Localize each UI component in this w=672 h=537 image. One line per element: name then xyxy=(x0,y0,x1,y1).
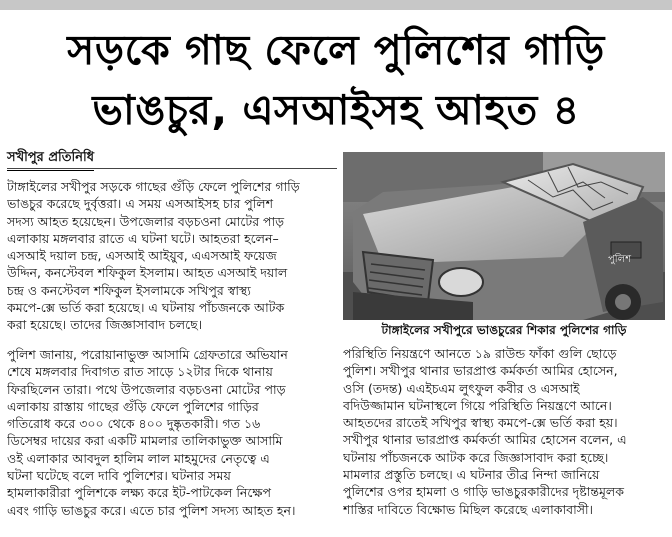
article-paragraph-2 xyxy=(7,346,335,519)
body-line: হামলাকারীরা পুলিশকে লক্ষ্য করে ইট-পাটকেল নিক্ষেপ xyxy=(7,485,272,501)
body-line: ফিরছিলেন তারা। পথে উপজেলার বড়চওনা মোটের পাড় xyxy=(7,381,286,397)
news-photo xyxy=(343,152,665,320)
body-line: মামলার প্রস্তুতি চলছে। এ ঘটনার তীব্র নিন্দা জানিয়ে xyxy=(343,467,600,483)
body-line: ডিসেম্বর দায়ের করা একটি মামলার তালিকাভুক্ত আসামি xyxy=(7,433,283,449)
body-line: শেষে মঙ্গলবার দিবাগত রাত সাড়ে ১২টার দিকে থানায় xyxy=(7,364,273,380)
body-line: ওই এলাকার আবদুল হালিম লাল মাহমুদের নেতৃত্বে এ xyxy=(7,450,270,466)
body-line: বদিউজ্জামান ঘটনাস্থলে গিয়ে পরিস্থিতি নিয়ন্ত্রণে আনে। xyxy=(343,397,612,413)
top-gray-bar xyxy=(0,0,672,10)
body-line: এলাকায় রাস্তায় গাছের গুঁড়ি ফেলে পুলিশের গাড়ির xyxy=(7,398,259,414)
body-line: সদস্য আহত হয়েছেন। উপজেলার বড়চওনা মোটের পাড় xyxy=(7,213,285,229)
article-paragraph-1 xyxy=(7,178,335,334)
byline-rule xyxy=(7,168,337,169)
body-line: ঘটনায় পাঁচজনকে আটক করে জিজ্ঞাসাবাদ করা হচ্ছে। xyxy=(343,449,609,465)
body-line: এলাকায় মঙ্গলবার রাতে এ ঘটনা ঘটে। আহতরা হলেন– xyxy=(7,230,279,246)
body-line: চন্দ্র ও কনস্টেবল শফিকুল ইসলামকে সখিপুর স্বাস্থ্য xyxy=(7,282,251,298)
body-line: আহতদের রাতেই সখিপুর স্বাস্থ্য কমপে-ক্সে ভর্তি করা হয়। xyxy=(343,415,618,431)
body-line: সখীপুর থানার ভারপ্রাপ্ত কর্মকর্তা আমির হোসেন বলেন, এ xyxy=(343,432,627,448)
body-line: গতিরোধ করে ৩০০ থেকে ৪০০ দুষ্কৃতকারী। গত ১৬ xyxy=(7,416,261,432)
body-line: করা হয়েছে। তাদের জিজ্ঞাসাবাদ চলছে। xyxy=(7,317,203,333)
door-police-text: পুলিশ xyxy=(608,254,632,265)
body-line: পুলিশ জানায়, পরোয়ানাভুক্ত আসামি গ্রেফতারে অভিযান xyxy=(7,347,288,362)
damaged-police-vehicle-image xyxy=(343,152,665,320)
body-line: উদ্দিন, কনস্টেবল শফিকুল ইসলাম। আহত এসআই দয়াল xyxy=(7,265,288,281)
body-line: ভাঙচুর করেছে দুর্বৃত্তরা। এ সময় এসআইসহ চার পুলিশ xyxy=(7,196,273,212)
body-line: এবং গাড়ি ভাঙচুর করে। এতে চার পুলিশ সদস্য আহত হন। xyxy=(7,502,296,518)
article-paragraph-3 xyxy=(343,345,665,518)
body-line: শাস্তির দাবিতে বিক্ষোভ মিছিল করেছে এলাকাবাসী। xyxy=(343,501,594,517)
body-line: ঘটনা ঘটেছে বলে দাবি পুলিশের। ঘটনার সময় xyxy=(7,468,231,484)
body-line: পরিস্থিতি নিয়ন্ত্রণে আনতে ১৯ রাউন্ড ফাঁকা গুলি ছোড়ে xyxy=(343,346,617,361)
photo-caption: টাঙ্গাইলের সখীপুরে ভাঙচুরের শিকার পুলিশের গাড়ি xyxy=(381,323,627,337)
body-line: এসআই দয়াল চন্দ্র, এসআই আইয়ুব, এএসআই ফয়েজ xyxy=(7,248,277,264)
headline-line-1: সড়কে গাছ ফেলে পুলিশের গাড়ি xyxy=(67,26,605,74)
headline-line-2: ভাঙচুর, এসআইসহ আহত ৪ xyxy=(92,86,580,134)
body-line: পুলিশের ওপর হামলা ও গাড়ি ভাঙচুরকারীদের দৃষ্টান্তমূলক xyxy=(343,484,624,500)
body-line: টাঙ্গাইলের সখীপুর সড়কে গাছের গুঁড়ি ফেলে পুলিশের গাড়ি xyxy=(7,179,300,194)
body-line: ওসি (তদন্ত) এএইচএম লুৎফুল কবীর ও এসআই xyxy=(343,380,580,396)
body-line: কমপে-ক্সে ভর্তি করা হয়েছে। এ ঘটনায় পাঁচজনকে আটক xyxy=(7,300,285,316)
body-line: পুলিশ। সখীপুর থানার ভারপ্রাপ্ত কর্মকর্তা আমির হোসেন, xyxy=(343,363,618,379)
byline: সখীপুর প্রতিনিধি xyxy=(7,148,94,171)
